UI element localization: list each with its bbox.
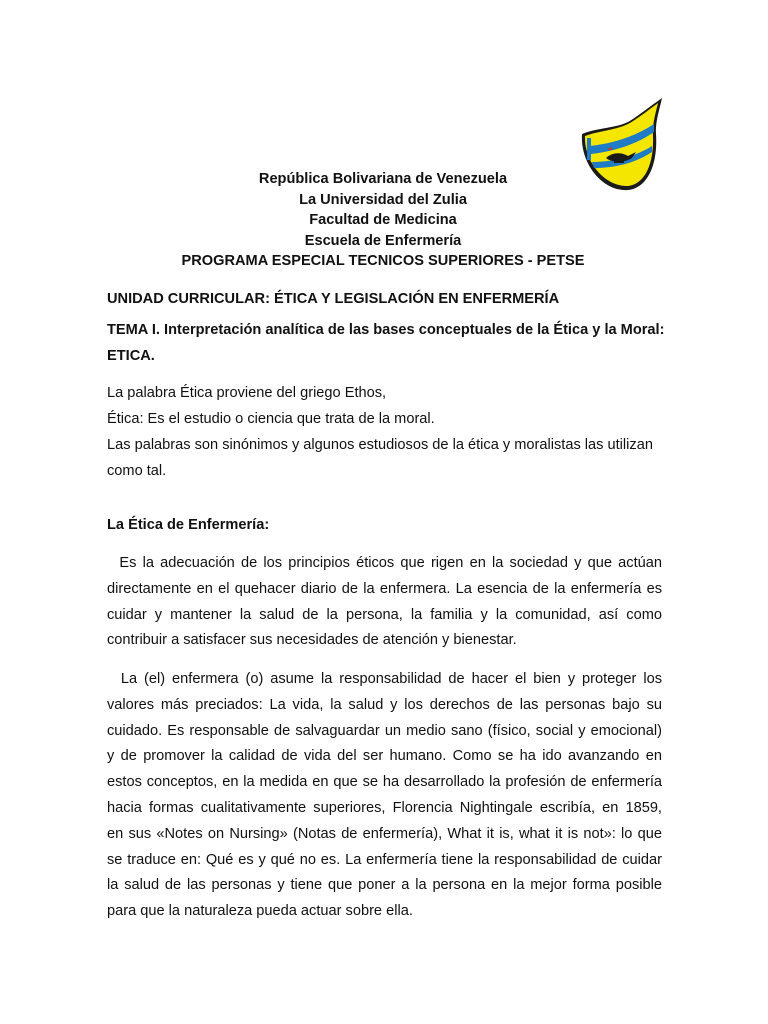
paragraph-line: hacia formas cualitativamente superiores, Florencia Nightingale escribía, en 1859,: [107, 799, 662, 816]
institution-header: [0, 169, 768, 272]
paragraph-line: contribuir a satisfacer sus necesidades de atención y bienestar.: [107, 632, 517, 649]
paragraph-line: en sus «Notes on Nursing» (Notas de enfermería), What it is, what it is not»: lo que: [107, 825, 662, 842]
tema-title-line-1: TEMA I. Interpretación analítica de las bases conceptuales de la Ética y la Moral:: [107, 322, 665, 338]
intro-line: La palabra Ética proviene del griego Ethos,: [107, 385, 387, 401]
header-program: PROGRAMA ESPECIAL TECNICOS SUPERIORES - PETSE: [181, 253, 585, 269]
header-faculty: Facultad de Medicina: [309, 212, 457, 228]
header-school: Escuela de Enfermería: [304, 232, 462, 249]
header-country: República Bolivariana de Venezuela: [258, 171, 508, 187]
paragraph-line: se traduce en: Qué es y qué no es. La enfermería tiene la responsabilidad de cuidar: [107, 851, 662, 868]
paragraph-line: directamente en el quehacer diario de la enfermera. La esencia de la enfermería es: [107, 580, 662, 597]
paragraph-line: para que la naturaleza pueda actuar sobre ella.: [107, 903, 413, 920]
intro-line: Las palabras son sinónimos y algunos estudiosos de la ética y moralistas las utilizan: [107, 437, 653, 453]
section-heading: La Ética de Enfermería:: [107, 517, 270, 533]
paragraph-line: y de promover la calidad de vida del ser humano. Como se ha ido avanzando en: [107, 748, 662, 765]
paragraph-line: la salud de las personas y tiene que poner a la persona en la mejor forma posible: [107, 877, 662, 894]
paragraph-line: Es la adecuación de los principios éticos que rigen en la sociedad y que actúan: [107, 555, 662, 571]
tema-title-line-2: ETICA.: [107, 348, 155, 364]
header-university: La Universidad del Zulia: [299, 191, 467, 208]
intro-line: Ética: Es el estudio o ciencia que trata de la moral.: [107, 411, 435, 427]
unit-title: UNIDAD CURRICULAR: ÉTICA Y LEGISLACIÓN EN ENFERMERÍA: [107, 291, 560, 307]
paragraph-line: La (el) enfermera (o) asume la responsabilidad de hacer el bien y proteger los: [107, 671, 662, 687]
intro-line: como tal.: [107, 463, 167, 479]
paragraph-line: cuidado. Es responsable de salvaguardar un medio sano (físico, social y emocional): [107, 722, 662, 739]
paragraph-line: estos conceptos, en la medida en que se ha desarrollado la profesión de enfermería: [107, 774, 662, 791]
paragraph-line: valores más preciados: La vida, la salud y los derechos de las personas bajo su: [107, 696, 662, 713]
paragraph-line: cuidar y mantener la salud de la persona, la familia y la comunidad, así como: [107, 606, 662, 623]
paragraph-nursing-ethics-definition: [107, 551, 662, 654]
paragraph-nurse-responsibility: [107, 667, 662, 925]
